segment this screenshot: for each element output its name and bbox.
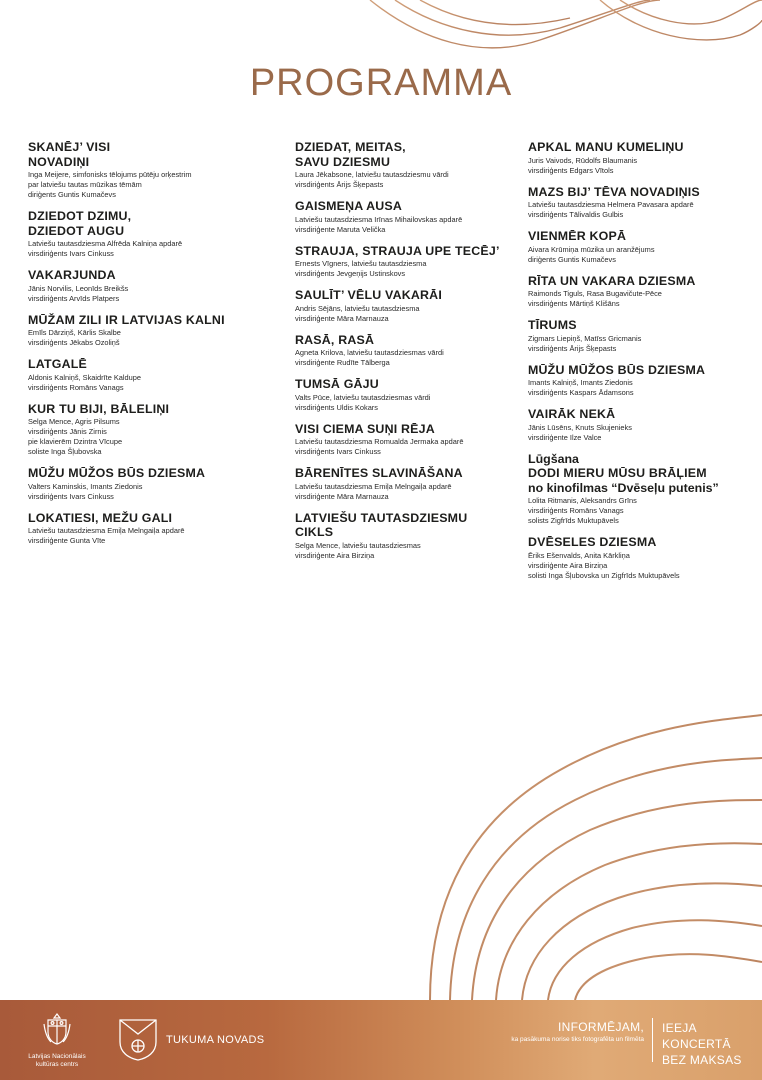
song-details: Ernests Vīgners, latviešu tautasdziesma virsdiriģents Jevgeņijs Ustinskovs — [295, 259, 427, 278]
program-item — [528, 185, 756, 221]
program-item — [295, 511, 523, 561]
program-item — [295, 333, 523, 369]
program-item — [28, 511, 256, 547]
song-title: MAZS BIJ’ TĒVA NOVADIŅIS — [528, 184, 700, 199]
program-item — [528, 140, 756, 176]
song-title: VIENMĒR KOPĀ — [528, 229, 627, 243]
song-title: SAULĪT’ VĒLU VAKARĀI — [295, 288, 442, 302]
song-title: VISI CIEMA SUŅI RĒJA — [295, 421, 435, 436]
song-details: Imants Kalniņš, Imants Ziedonis virsdiriģents Kaspars Ādamsons — [528, 378, 634, 397]
lnkc-name-line2: kultūras centrs — [35, 1061, 79, 1068]
program-item — [28, 313, 256, 349]
song-title: DZIEDAT, MEITAS, SAVU DZIESMU — [295, 140, 406, 169]
program-item — [295, 244, 523, 280]
song-title: RASĀ, RASĀ — [295, 332, 375, 347]
info-subtitle: ka pasākuma norise tiks fotografēta un filmēta — [511, 1036, 644, 1043]
song-details: Andris Sējāns, latviešu tautasdziesma virsdiriģente Māra Marnauza — [295, 303, 420, 323]
song-details: Selga Mence, latviešu tautasdziesmas virsdiriģente Aira Birziņa — [295, 540, 421, 560]
program-item — [295, 288, 523, 324]
song-details: Aldonis Kalniņš, Skaidrīte Kaldupe virsdiriģents Romāns Vanags — [28, 372, 141, 392]
program-item — [528, 407, 756, 443]
song-details: Ēriks Ešenvalds, Anita Kārkliņa virsdiriģente Aira Birziņa solisti Inga Šļubovska un Zigfrīds Muktupāvels — [528, 550, 680, 580]
program-item — [295, 422, 523, 458]
song-details: Agneta Krilova, latviešu tautasdziesmas vārdi virsdiriģente Rudīte Tālberga — [295, 348, 444, 367]
program-item — [28, 357, 256, 393]
song-details: Jānis Norvilis, Leonīds Breikšs virsdiriģents Arvīds Platpers — [28, 283, 129, 303]
song-details: Latviešu tautasdziesma Irīnas Mihailovskas apdarē virsdiriģente Maruta Velička — [295, 214, 463, 234]
song-prefix: Lūgšana — [528, 451, 579, 466]
song-title: STRAUJA, STRAUJA UPE TECĒJ’ — [295, 243, 500, 258]
song-details: Inga Meijere, simfonisks tēlojums pūtēju orķestrim par latviešu tautas mūzikas tēmām diriģents Guntis Kumačevs — [28, 170, 192, 199]
song-title: LOKATIESI, MEŽU GALI — [28, 510, 173, 525]
song-details: Latviešu tautasdziesma Emiļa Melngaiļa apdarē virsdiriģente Gunta Vīte — [28, 526, 185, 545]
song-title: RĪTA UN VAKARA DZIESMA — [528, 273, 696, 288]
program-item — [28, 466, 256, 502]
program-item — [28, 209, 256, 259]
song-title: SKANĒJ’ VISI NOVADIŅI — [28, 140, 111, 169]
song-title: DZIEDOT DZIMU, DZIEDOT AUGU — [28, 209, 132, 238]
program-column-2 — [295, 140, 523, 570]
lnkc-name-line1: Latvijas Nacionālais — [28, 1053, 86, 1060]
tukums-novads-label: TUKUMA NOVADS — [166, 1034, 265, 1046]
program-item — [295, 377, 523, 413]
emblem-icon — [42, 1012, 72, 1046]
program-column-3 — [528, 140, 756, 590]
song-details: Lolita Ritmanis, Aleksandrs Grīns virsdiriģents Romāns Vanags solists Zigfrīds Muktupāvels — [528, 496, 637, 525]
program-item — [528, 318, 756, 354]
song-title: MŪŽU MŪŽOS BŪS DZIESMA — [528, 362, 706, 377]
program-item — [528, 363, 756, 399]
program-item — [528, 229, 756, 265]
song-details: Jānis Lūsēns, Knuts Skujenieks virsdiriģente Ilze Valce — [528, 422, 632, 442]
program-item — [28, 402, 256, 458]
song-details: Zigmars Liepiņš, Matīss Gricmanis virsdiriģents Ārijs Šķepasts — [528, 333, 642, 353]
program-item — [295, 199, 523, 235]
program-item — [295, 466, 523, 502]
song-title: BĀRENĪTES SLAVINĀŠANA — [295, 466, 463, 480]
song-title: MŪŽAM ZILI IR LATVIJAS KALNI — [28, 312, 225, 327]
page-title: PROGRAMMA — [249, 62, 513, 104]
song-details: Raimonds Tiguls, Rasa Bugavičute-Pēce virsdiriģents Mārtiņš Klišāns — [528, 289, 662, 308]
program-item — [528, 274, 756, 310]
song-title: VAIRĀK NEKĀ — [528, 407, 616, 421]
free-entry-notice — [662, 1020, 762, 1068]
song-title: GAISMEŅA AUSA — [295, 199, 403, 213]
song-title: MŪŽU MŪŽOS BŪS DZIESMA — [28, 466, 206, 480]
song-title: KUR TU BIJI, BĀLELIŅI — [28, 401, 170, 416]
program-item — [295, 140, 523, 190]
program-item — [28, 268, 256, 304]
entry-line1: IEEJA KONCERTĀ — [662, 1021, 731, 1051]
tukums-coat-of-arms-icon — [118, 1018, 158, 1062]
footer-bar — [0, 1000, 762, 1080]
song-title: VAKARJUNDA — [28, 268, 116, 282]
song-title: DODI MIERU MŪSU BRĀĻIEM — [528, 466, 707, 480]
footer-divider — [652, 1018, 653, 1062]
song-details: Aivara Krūmiņa mūzika un aranžējums diriģents Guntis Kumačevs — [528, 244, 655, 264]
song-title: LATVIEŠU TAUTASDZIESMU CIKLS — [295, 510, 468, 539]
song-title: TUMSĀ GĀJU — [295, 377, 379, 391]
song-details: Latviešu tautasdziesma Romualda Jermaka apdarē virsdiriģents Ivars Cinkuss — [295, 437, 464, 456]
song-details: Valts Pūce, latviešu tautasdziesmas vārdi virsdiriģents Uldis Kokars — [295, 392, 431, 412]
song-details: Selga Mence, Agris Pilsums virsdiriģents Jānis Zirnis pie klavierēm Dzintra Vīcupe soliste Inga Šļubovska — [28, 417, 123, 456]
program-item — [528, 452, 756, 527]
song-title: DVĒSELES DZIESMA — [528, 535, 657, 549]
song-details: Laura Jēkabsone, latviešu tautasdziesmu vārdi virsdiriģents Ārijs Šķepasts — [295, 170, 449, 189]
song-details: Latviešu tautasdziesma Helmera Pavasara apdarē virsdiriģents Tālivaldis Gulbis — [528, 200, 694, 219]
program-column-1 — [28, 140, 256, 555]
entry-line2: BEZ MAKSAS — [662, 1053, 742, 1067]
program-item — [28, 140, 256, 200]
song-title: APKAL MANU KUMELIŅU — [528, 140, 684, 154]
info-notice — [470, 1020, 644, 1043]
song-details: Juris Vaivods, Rūdolfs Blaumanis virsdiriģents Edgars Vītols — [528, 155, 638, 175]
song-title: TĪRUMS — [528, 318, 577, 332]
lnkc-logo — [26, 1012, 88, 1069]
song-title: LATGALĒ — [28, 357, 87, 371]
song-subtitle: no kinofilmas “Dvēseļu putenis” — [528, 480, 719, 495]
song-details: Emīls Dārziņš, Kārlis Skalbe virsdiriģents Jēkabs Ozoliņš — [28, 328, 121, 347]
info-title: INFORMĒJAM, — [558, 1020, 644, 1034]
song-details: Valters Kaminskis, Imants Ziedonis virsdiriģents Ivars Cinkuss — [28, 481, 143, 501]
song-details: Latviešu tautasdziesma Alfrēda Kalniņa apdarē virsdiriģents Ivars Cinkuss — [28, 239, 183, 258]
program-item — [528, 535, 756, 581]
song-details: Latviešu tautasdziesma Emiļa Melngaiļa apdarē virsdiriģente Māra Marnauza — [295, 481, 452, 501]
